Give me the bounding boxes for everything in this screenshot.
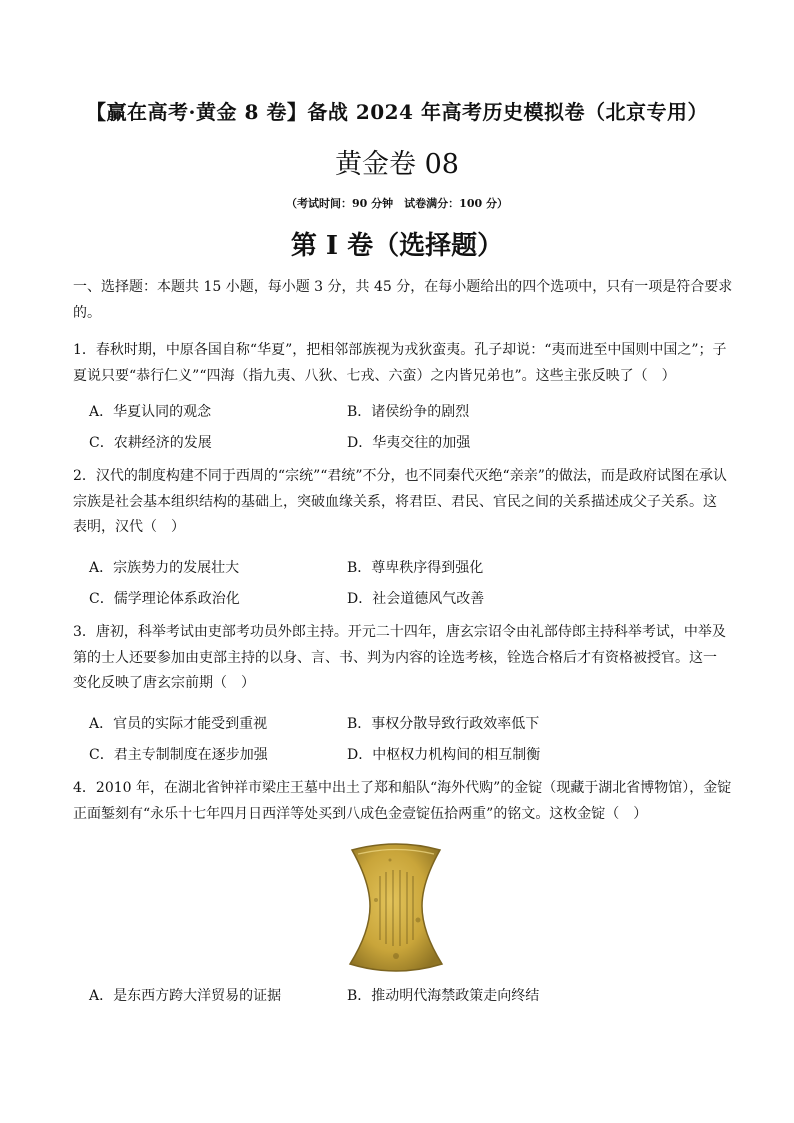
option-b[interactable]: B．诸侯纷争的剧烈 [347,404,470,420]
exam-info: （考试时间：90 分钟 试卷满分：100 分） [286,197,508,210]
option-d[interactable]: D．中枢权力机构间的相互制衡 [347,747,541,763]
question-1-options [89,401,729,463]
paper-subtitle: 黄金卷 08 [335,149,459,180]
option-a[interactable]: A．宗族势力的发展壮大 [89,560,240,576]
option-a[interactable]: A．官员的实际才能受到重视 [89,716,268,732]
paper-title: 【赢在高考·黄金 8 卷】备战 2024 年高考历史模拟卷（北京专用） [86,100,708,124]
option-a[interactable]: A．华夏认同的观念 [89,404,212,420]
option-c[interactable]: C．农耕经济的发展 [89,435,212,451]
question-3-options [89,713,729,775]
question-line: 变化反映了唐玄宗前期（ ） [73,675,255,691]
question-line: 4．2010 年，在湖北省钟祥市梁庄王墓中出土了郑和船队“海外代购”的金锭（现藏于湖北省博物馆），金锭 [73,780,732,796]
question-3-stem [73,620,733,697]
question-line: 夏说只要“恭行仁义”“四海（指九夷、八狄、七戎、六蛮）之内皆兄弟也”。这些主张反映了（ ） [73,367,676,384]
question-1-stem [73,338,733,389]
question-line: 表明，汉代（ ） [73,519,185,535]
question-2-stem [73,464,733,541]
gold-ingot-icon [346,840,446,972]
section-title: 第 I 卷（选择题） [290,231,504,261]
question-2-options [89,557,729,619]
question-line: 3．唐初，科举考试由吏部考功员外郎主持。开元二十四年，唐玄宗诏令由礼部侍郎主持科举考试，中举及 [73,624,726,640]
question-line: 第的士人还要参加由吏部主持的以身、言、书、判为内容的诠选考核，铨选合格后才有资格被授官。这一 [73,649,717,666]
option-b[interactable]: B．推动明代海禁政策走向终结 [347,988,540,1004]
option-c[interactable]: C．儒学理论体系政治化 [89,591,240,607]
option-b[interactable]: B．尊卑秩序得到强化 [347,560,484,576]
option-c[interactable]: C．君主专制制度在逐步加强 [89,747,268,763]
option-b[interactable]: B．事权分散导致行政效率低下 [347,716,540,732]
instructions [73,275,733,326]
question-4-options [89,985,729,1016]
gold-ingot-image [346,840,446,972]
instructions-line: 的。 [73,304,101,321]
question-line: 正面錾刻有“永乐十七年四月日西洋等处买到八成色金壹锭伍拾两重”的铭文。这枚金锭（ ） [73,805,648,822]
option-d[interactable]: D．华夷交往的加强 [347,435,471,451]
question-4-stem [73,776,733,827]
instructions-line: 一、选择题：本题共 15 小题，每小题 3 分，共 45 分，在每小题给出的四个选项中，只有一项是符合要求 [73,279,733,295]
option-d[interactable]: D．社会道德风气改善 [347,591,485,607]
option-a[interactable]: A．是东西方跨大洋贸易的证据 [89,988,282,1004]
question-line: 2．汉代的制度构建不同于西周的“宗统”“君统”不分，也不同秦代灭绝“亲亲”的做法，而是政府试图在承认 [73,468,727,484]
question-line: 宗族是社会基本组织结构的基础上，突破血缘关系，将君臣、君民、官民之间的关系描述成父子关系。这 [73,493,717,510]
question-line: 1．春秋时期，中原各国自称“华夏”，把相邻部族视为戎狄蛮夷。孔子却说：“夷而进至中国则中国之”；子 [73,342,727,358]
